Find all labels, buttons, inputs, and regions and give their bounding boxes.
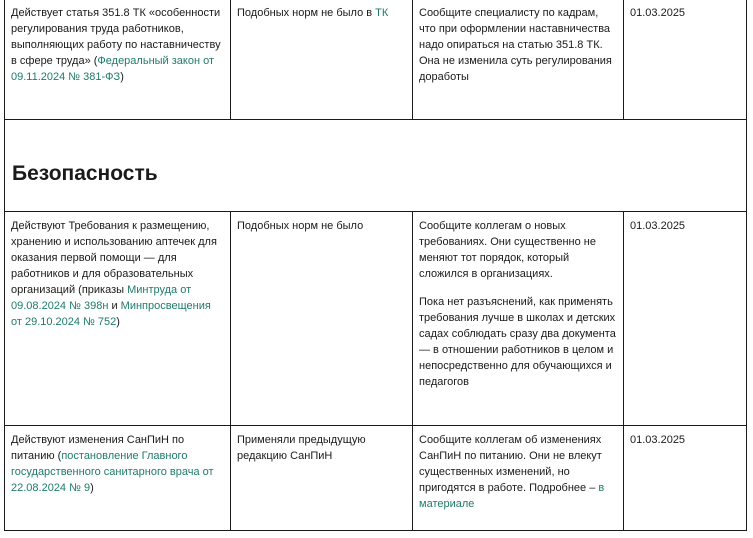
law-link[interactable]: Федеральный закон от 09.11.2024 № 381-ФЗ xyxy=(11,55,215,83)
mintrud-link[interactable]: Минтруда от 09.08.2024 № 398н xyxy=(11,284,192,312)
action-cell xyxy=(412,0,623,119)
requirement-text: Действует статья 351.8 ТК «особенности регулирования труда работников, выполняющих работу по наставничеству в сфере труда» ( xyxy=(11,7,221,67)
previous-text: Подобных норм не было xyxy=(237,220,364,232)
requirement-cell xyxy=(4,212,230,425)
action-cell xyxy=(412,212,623,425)
table-row xyxy=(4,212,747,426)
requirement-cell xyxy=(4,0,230,119)
previous-cell xyxy=(230,0,412,119)
material-link[interactable]: в материале xyxy=(419,482,605,510)
section-title: Безопасность xyxy=(12,162,158,185)
action-text: Сообщите специалисту по кадрам, что при оформлении наставничества надо опираться на статью 351.8 ТК. Она не изменила суть регулирования доработы xyxy=(419,7,612,83)
requirement-cell xyxy=(4,426,230,530)
date-text: 01.03.2025 xyxy=(630,434,686,446)
action-cell xyxy=(412,426,623,530)
date-cell xyxy=(623,0,747,119)
requirement-text: ) xyxy=(90,482,94,494)
requirement-text: Действуют Требования к размещению, хранению и использованию аптечек для оказания первой помощи — для работников и для образовательных организаций (приказы xyxy=(11,220,217,296)
date-cell xyxy=(623,212,747,425)
date-text: 01.03.2025 xyxy=(630,7,686,19)
table-row xyxy=(4,426,747,531)
section-header xyxy=(4,119,747,212)
action-text: Сообщите коллегам об изменениях СанПиН по питанию. Они не влекут существенных изменений, но пригодятся в работе. Подробнее – xyxy=(419,434,602,494)
tk-link[interactable]: ТК xyxy=(375,7,389,19)
previous-text: Применяли предыдущую редакцию СанПиН xyxy=(237,434,366,462)
previous-cell xyxy=(230,212,412,425)
date-text: 01.03.2025 xyxy=(630,220,686,232)
requirement-text: ) xyxy=(116,316,120,328)
requirement-text: ) xyxy=(120,71,124,83)
requirement-text: и xyxy=(108,300,121,312)
requirement-text: Действуют изменения СанПиН по питанию ( xyxy=(11,434,185,462)
date-cell xyxy=(623,426,747,530)
previous-text: Подобных норм не было в xyxy=(237,7,376,19)
sanpin-decree-link[interactable]: постановление Главного государственного санитарного врача от 22.08.2024 № 9 xyxy=(11,450,214,494)
action-text: Сообщите коллегам о новых требованиях. Они существенно не меняют тот порядок, который сложился в организациях. xyxy=(419,220,596,280)
action-text: Пока нет разъяснений, как применять требования лучше в школах и детских садах соблюдать сразу два документа — в отношении работников в целом и непосредственно для обучающихся и педагогов xyxy=(419,296,616,388)
previous-cell xyxy=(230,426,412,530)
table-row xyxy=(4,0,747,120)
minpros-link[interactable]: Минпросвещения от 29.10.2024 № 752 xyxy=(11,300,211,328)
